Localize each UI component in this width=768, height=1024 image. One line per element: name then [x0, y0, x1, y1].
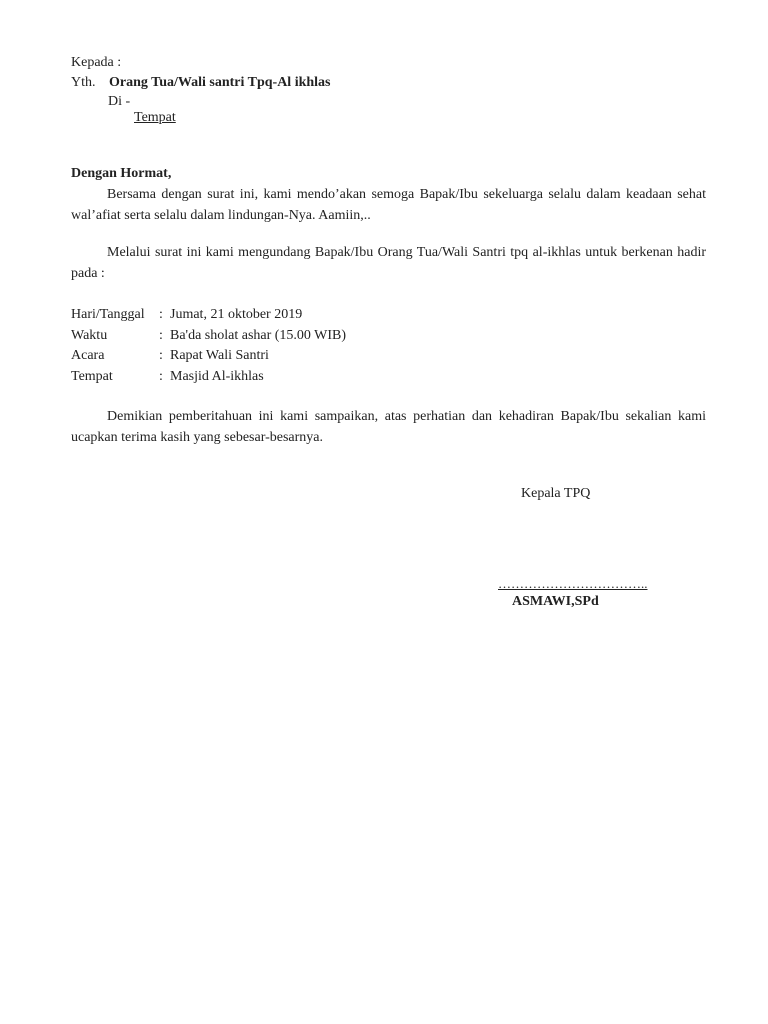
detail-row-event: [71, 347, 471, 365]
signature-title: Kepala TPQ: [521, 486, 591, 501]
recipient-name: Orang Tua/Wali santri Tpq-Al ikhlas: [109, 75, 331, 90]
detail-value: Masjid Al-ikhlas: [170, 369, 264, 384]
detail-separator: :: [159, 348, 163, 363]
detail-row-place: [71, 368, 471, 386]
detail-separator: :: [159, 328, 163, 343]
detail-separator: :: [159, 369, 163, 384]
detail-label: Waktu: [71, 328, 108, 343]
yth-label: Yth.: [71, 75, 96, 90]
opening-paragraph: Bersama dengan surat ini, kami mendo’akan semoga Bapak/Ibu sekeluarga selalu dalam keadaan sehat wal’afiat serta selalu dalam lindungan-Nya. Aamiin,..: [71, 187, 706, 223]
di-label: Di -: [108, 94, 131, 109]
signature-name: ASMAWI,SPd: [512, 594, 599, 609]
to-label: Kepada :: [71, 55, 122, 70]
detail-value: Ba'da sholat ashar (15.00 WIB): [170, 328, 347, 343]
detail-label: Hari/Tanggal: [71, 307, 145, 322]
detail-row-date: [71, 306, 471, 324]
detail-row-time: [71, 327, 471, 345]
detail-separator: :: [159, 307, 163, 322]
detail-label: Tempat: [71, 369, 113, 384]
closing-paragraph: Demikian pemberitahuan ini kami sampaikan, atas perhatian dan kehadiran Bapak/Ibu sekalian kami ucapkan terima kasih yang sebesar-besarnya.: [71, 409, 706, 445]
detail-label: Acara: [71, 348, 105, 363]
signature-dots: ……………………………..: [498, 576, 648, 591]
invitation-paragraph: Melalui surat ini kami mengundang Bapak/Ibu Orang Tua/Wali Santri tpq al-ikhlas untuk berkenan hadir pada :: [71, 245, 706, 281]
detail-value: Rapat Wali Santri: [170, 348, 269, 363]
place-label: Tempat: [134, 110, 176, 125]
detail-value: Jumat, 21 oktober 2019: [170, 307, 303, 322]
greeting: Dengan Hormat,: [71, 166, 172, 181]
